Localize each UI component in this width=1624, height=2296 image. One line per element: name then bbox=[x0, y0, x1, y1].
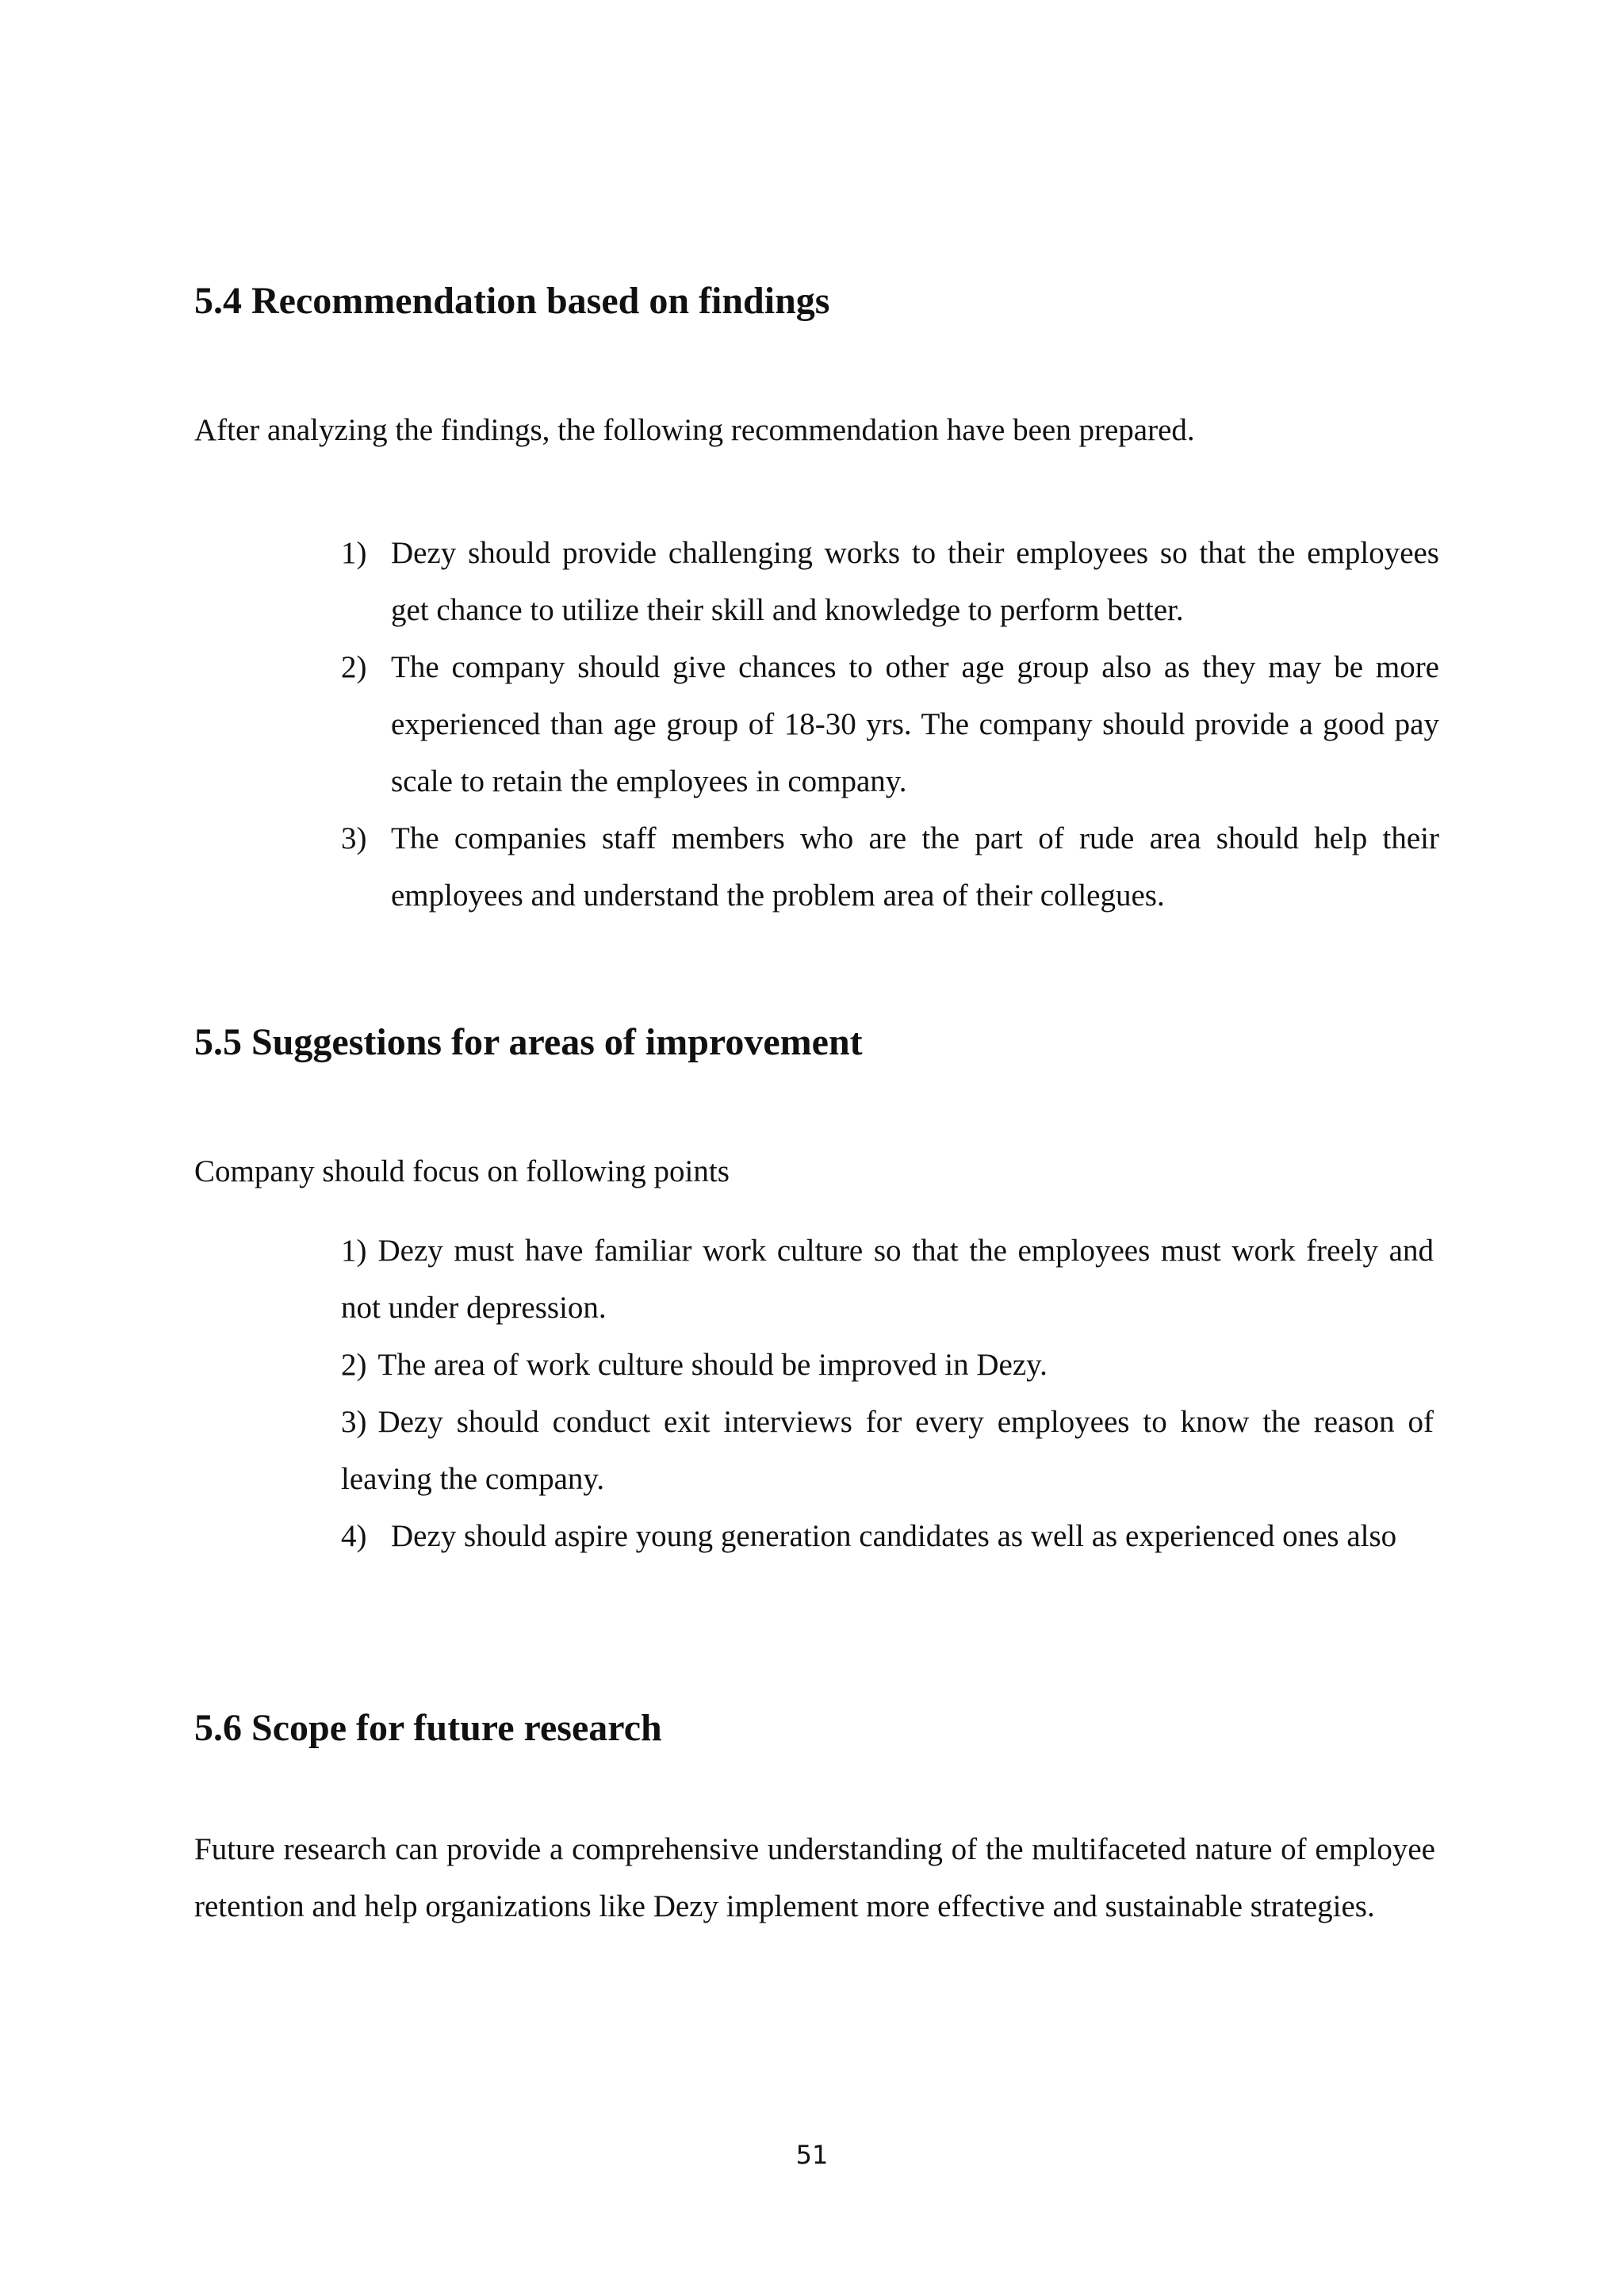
list-item-text: The area of work culture should be improved in Dezy. bbox=[377, 1348, 1048, 1382]
list-item bbox=[341, 1223, 1434, 1337]
list-item bbox=[341, 525, 1439, 639]
suggestions-intro: Company should focus on following points bbox=[194, 1154, 730, 1188]
recommendation-list bbox=[341, 525, 1439, 924]
list-item-text: Dezy should aspire young generation candidates as well as experienced ones also bbox=[391, 1519, 1397, 1553]
recommendation-intro: After analyzing the findings, the following recommendation have been prepared. bbox=[194, 413, 1195, 447]
list-item-number: 4) bbox=[341, 1519, 367, 1553]
list-item-number: 2) bbox=[341, 1348, 367, 1382]
list-item-text: The company should give chances to other age group also as they may be more experienced than age group of 18-30 yrs. The company should provide a good pay scale to retain the employees in company. bbox=[391, 650, 1439, 798]
list-item-text: The companies staff members who are the part of rude area should help their employees and understand the problem area of their collegues. bbox=[391, 821, 1439, 913]
section-heading-suggestions: 5.5 Suggestions for areas of improvement bbox=[194, 1021, 863, 1063]
list-item-text: Dezy should conduct exit interviews for every employees to know the reason of leaving the company. bbox=[341, 1405, 1434, 1496]
list-item bbox=[341, 1508, 1434, 1565]
list-item-number: 3) bbox=[341, 821, 367, 855]
suggestions-list bbox=[341, 1223, 1434, 1565]
list-item-number: 3) bbox=[341, 1405, 367, 1439]
list-item-number: 2) bbox=[341, 650, 367, 684]
list-item bbox=[341, 810, 1439, 924]
page-number: 51 bbox=[795, 2140, 829, 2170]
list-item bbox=[341, 1337, 1434, 1394]
section-heading-future-research: 5.6 Scope for future research bbox=[194, 1707, 662, 1749]
future-research-body: Future research can provide a comprehensive understanding of the multifaceted nature of employee retention and help organizations like Dezy implement more effective and sustainable strategies. bbox=[194, 1832, 1435, 1923]
list-item bbox=[341, 639, 1439, 810]
list-item-number: 1) bbox=[341, 536, 367, 570]
list-item bbox=[341, 1394, 1434, 1508]
section-heading-recommendation: 5.4 Recommendation based on findings bbox=[194, 280, 830, 322]
list-item-text: Dezy should provide challenging works to their employees so that the employees get chance to utilize their skill and knowledge to perform better. bbox=[391, 536, 1439, 627]
list-item-number: 1) bbox=[341, 1234, 367, 1268]
list-item-text: Dezy must have familiar work culture so that the employees must work freely and not under depression. bbox=[341, 1234, 1434, 1325]
